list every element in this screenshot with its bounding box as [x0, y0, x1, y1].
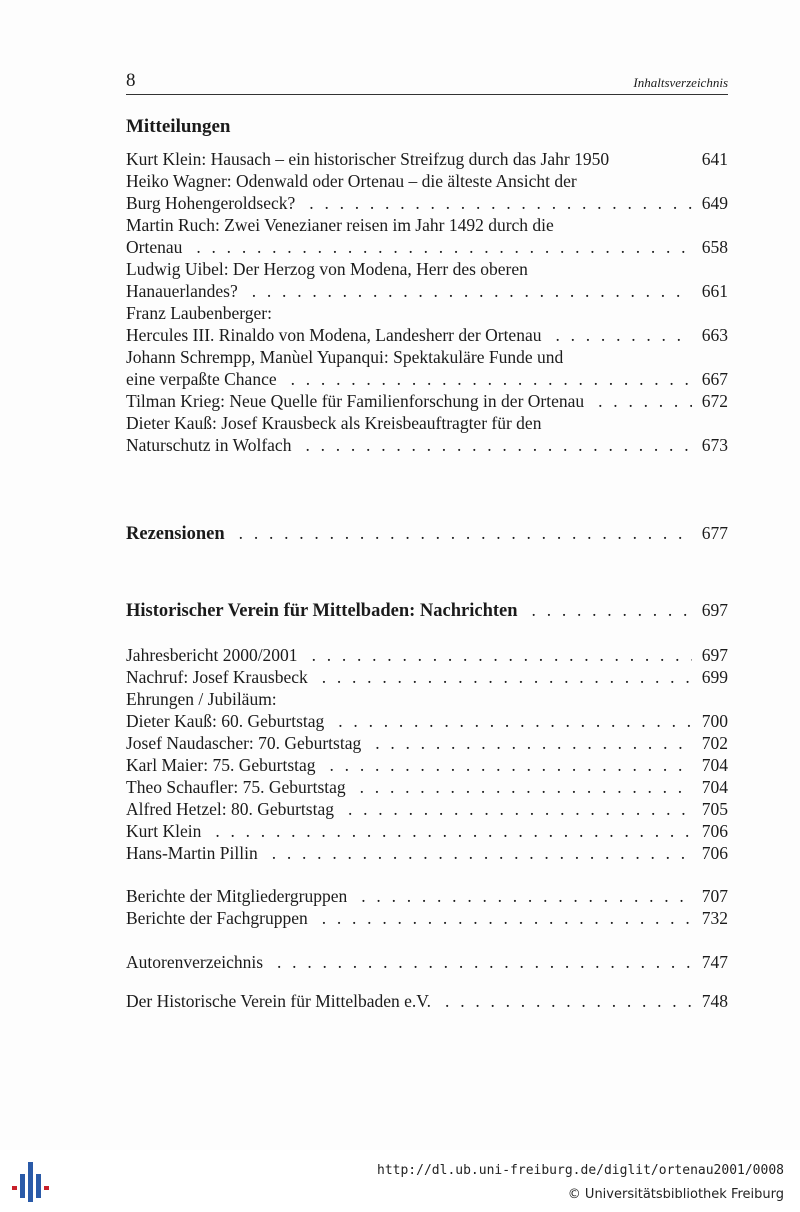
entry-text: Ortenau — [126, 237, 183, 257]
leader-dots — [309, 192, 692, 214]
toc-entry — [126, 885, 728, 907]
running-title: Inhaltsverzeichnis — [633, 75, 728, 90]
entry-text: Dieter Kauß: 60. Geburtstag — [126, 711, 325, 731]
section-title-mitteilungen: Mitteilungen — [126, 116, 231, 137]
entry-page: 663 — [701, 325, 728, 345]
entry-page: 732 — [701, 908, 728, 928]
toc-entry — [126, 776, 728, 798]
toc-entry — [126, 754, 728, 776]
entry-page: 705 — [701, 799, 728, 819]
entry-page: 667 — [701, 369, 728, 389]
leader-dots — [322, 666, 692, 688]
toc-entry — [126, 951, 728, 973]
section-title-rezensionen: Rezensionen — [126, 524, 225, 544]
entry-page: 641 — [701, 149, 728, 169]
leader-dots — [445, 990, 692, 1012]
toc-entry — [126, 324, 728, 346]
toc-entry — [126, 522, 728, 544]
entry-page: 706 — [701, 821, 728, 841]
entry-page: 649 — [701, 193, 728, 213]
entry-text: Burg Hohengeroldseck? — [126, 193, 296, 213]
leader-dots — [196, 236, 692, 258]
entry-text: Ludwig Uibel: Der Herzog von Modena, Herr des oberen — [126, 259, 528, 279]
page-number: 8 — [126, 70, 136, 91]
entry-text: Jahresbericht 2000/2001 — [126, 645, 298, 665]
leader-dots — [252, 280, 692, 302]
leader-dots — [375, 732, 692, 754]
entry-page: 673 — [701, 435, 728, 455]
page-header — [126, 70, 728, 95]
entry-text: Theo Schaufler: 75. Geburtstag — [126, 777, 346, 797]
entry-text: Heiko Wagner: Odenwald oder Ortenau – die älteste Ansicht der — [126, 171, 577, 191]
entry-text: Hanauerlandes? — [126, 281, 238, 301]
leader-dots — [291, 368, 692, 390]
leader-dots — [532, 599, 692, 621]
toc-entry — [126, 644, 728, 666]
toc-entry-line — [126, 302, 728, 324]
entry-page: 697 — [701, 645, 728, 665]
toc-entry — [126, 280, 728, 302]
leader-dots — [312, 644, 692, 666]
leader-dots — [598, 390, 692, 412]
toc-subheading — [126, 688, 728, 710]
leader-dots — [272, 842, 692, 864]
entry-text: Autorenverzeichnis — [126, 952, 264, 972]
toc-entry — [126, 148, 728, 170]
entry-text: Tilman Krieg: Neue Quelle für Familienforschung in der Ortenau — [126, 391, 585, 411]
entry-text: Josef Naudascher: 70. Geburtstag — [126, 733, 362, 753]
leader-dots — [305, 434, 692, 456]
toc-entry — [126, 842, 728, 864]
entry-text: Karl Maier: 75. Geburtstag — [126, 755, 316, 775]
toc-entry — [126, 990, 728, 1012]
entry-text: Johann Schrempp, Manùel Yupanqui: Spektakuläre Funde und — [126, 347, 564, 367]
entry-text: Ehrungen / Jubiläum: — [126, 689, 277, 709]
toc-entry — [126, 666, 728, 688]
leader-dots — [348, 798, 692, 820]
entry-page: 704 — [701, 777, 728, 797]
entry-text: Naturschutz in Wolfach — [126, 435, 292, 455]
toc-entry — [126, 820, 728, 842]
toc-entry — [126, 710, 728, 732]
entry-text: Berichte der Mitgliedergruppen — [126, 886, 348, 906]
toc-rezensionen — [126, 522, 728, 544]
entry-page: 706 — [701, 843, 728, 863]
entry-text: Dieter Kauß: Josef Krausbeck als Kreisbeauftragter für den — [126, 413, 542, 433]
copyright-notice: © Universitätsbibliothek Freiburg — [567, 1187, 784, 1202]
toc-verein-ev — [126, 990, 728, 1012]
toc-entry — [126, 599, 728, 621]
toc-entry — [126, 907, 728, 929]
entry-page: 672 — [701, 391, 728, 411]
entry-text: Der Historische Verein für Mittelbaden e.V. — [126, 991, 432, 1011]
entry-text: Nachruf: Josef Krausbeck — [126, 667, 308, 687]
toc-entry — [126, 236, 728, 258]
entry-text: Martin Ruch: Zwei Venezianer reisen im Jahr 1492 durch die — [126, 215, 554, 235]
entry-text: Berichte der Fachgruppen — [126, 908, 308, 928]
entry-page: 748 — [701, 991, 728, 1011]
toc-entry-line — [126, 258, 728, 280]
leader-dots — [338, 710, 692, 732]
entry-text: Hercules III. Rinaldo von Modena, Landesherr der Ortenau — [126, 325, 542, 345]
toc-entry — [126, 192, 728, 214]
toc-entry — [126, 798, 728, 820]
toc-verein-group1 — [126, 644, 728, 864]
document-url-link[interactable]: http://dl.ub.uni-freiburg.de/diglit/ortenau2001/0008 — [377, 1163, 784, 1178]
entry-page: 707 — [701, 886, 728, 906]
section-title-verein: Historischer Verein für Mittelbaden: Nachrichten — [126, 601, 518, 621]
entry-text: Alfred Hetzel: 80. Geburtstag — [126, 799, 334, 819]
toc-verein-group2 — [126, 885, 728, 929]
toc-autoren — [126, 951, 728, 973]
entry-page: 658 — [701, 237, 728, 257]
entry-page: 702 — [701, 733, 728, 753]
toc-entry — [126, 732, 728, 754]
entry-page: 661 — [701, 281, 728, 301]
entry-page: 677 — [701, 523, 728, 543]
entry-text: Kurt Klein — [126, 821, 202, 841]
entry-page: 747 — [701, 952, 728, 972]
toc-verein-heading — [126, 599, 728, 621]
entry-text: eine verpaßte Chance — [126, 369, 277, 389]
entry-text: Hans-Martin Pillin — [126, 843, 258, 863]
leader-dots — [239, 522, 692, 544]
entry-page: 700 — [701, 711, 728, 731]
toc-entry-line — [126, 170, 728, 192]
viewer-footer — [0, 1150, 800, 1212]
entry-page: 697 — [701, 600, 728, 620]
leader-dots — [215, 820, 692, 842]
leader-dots — [330, 754, 692, 776]
leader-dots — [322, 907, 692, 929]
leader-dots — [277, 951, 692, 973]
toc-mitteilungen — [126, 148, 728, 456]
entry-page: 704 — [701, 755, 728, 775]
leader-dots — [360, 776, 692, 798]
entry-text: Kurt Klein: Hausach – ein historischer Streifzug durch das Jahr 1950 — [126, 149, 610, 169]
leader-dots — [555, 324, 692, 346]
ub-freiburg-logo-icon — [10, 1162, 52, 1202]
toc-entry — [126, 434, 728, 456]
toc-entry — [126, 390, 728, 412]
toc-entry-line — [126, 412, 728, 434]
toc-entry-line — [126, 214, 728, 236]
entry-text: Franz Laubenberger: — [126, 303, 272, 323]
leader-dots — [361, 885, 692, 907]
toc-entry-line — [126, 346, 728, 368]
entry-page: 699 — [701, 667, 728, 687]
toc-entry — [126, 368, 728, 390]
